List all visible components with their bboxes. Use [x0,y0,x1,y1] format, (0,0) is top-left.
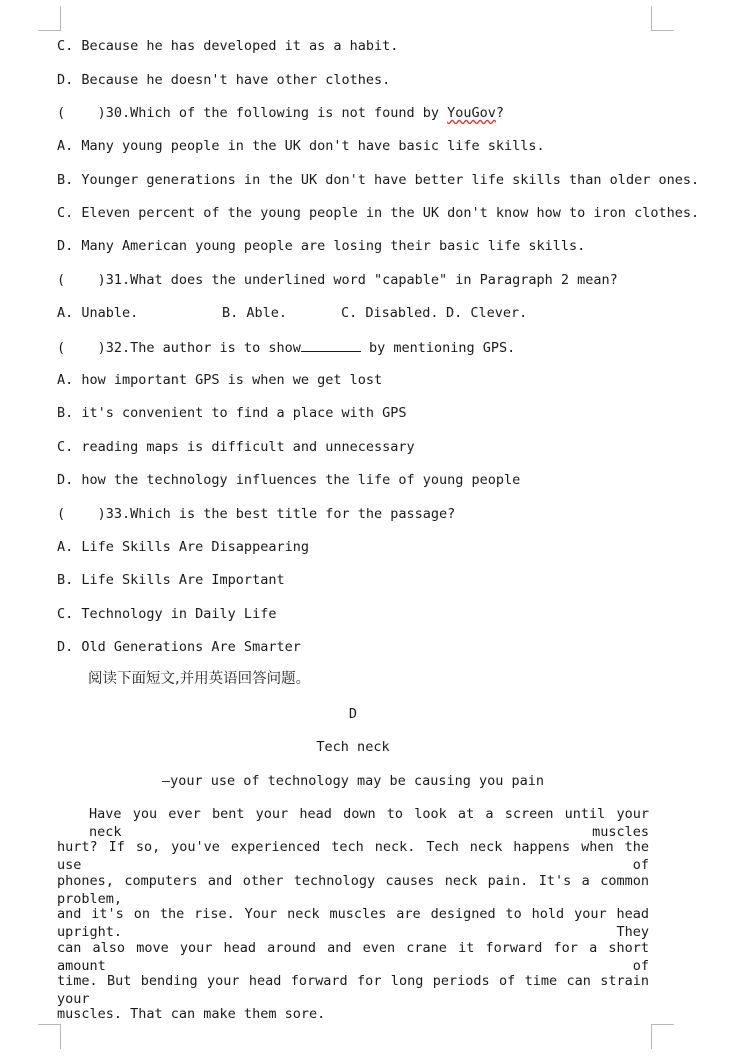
option-33-b: B. Life Skills Are Important [57,572,285,588]
option-32-b: B. it's convenient to find a place with GPS [57,405,407,421]
option-30-d: D. Many American young people are losing their basic life skills. [57,238,586,254]
page-corner-mark-top-right [651,6,674,31]
option-30-c: C. Eleven percent of the young people in the UK don't know how to iron clothes. [57,205,700,221]
question-30-stem [57,104,657,122]
question-30-prefix: ( )30.Which of the following is not found by [57,105,448,121]
option-33-d: D. Old Generations Are Smarter [57,639,301,655]
passage-line: and it's on the rise. Your neck muscles are designed to hold your head upright. They [57,906,649,940]
passage-line: phones, computers and other technology causes neck pain. It's a common problem, [57,873,649,907]
option-31-c: C. Disabled. [341,305,439,321]
option-31-d: D. Clever. [446,305,528,321]
option-33-a: A. Life Skills Are Disappearing [57,539,309,555]
passage-subtitle: —your use of technology may be causing you pain [161,773,544,789]
option-30-a: A. Many young people in the UK don't have basic life skills. [57,138,545,154]
question-32-suffix: by mentioning GPS. [360,340,516,356]
option-30-b: B. Younger generations in the UK don't have better life skills than older ones. [57,172,700,188]
answer-blank [301,338,361,352]
section-letter: D [348,706,358,722]
passage-title: Tech neck [316,739,390,755]
option-29-d: D. Because he doesn't have other clothes. [57,72,391,88]
yougov-name: YouGov [447,105,496,121]
option-29-c: C. Because he has developed it as a habit. [57,38,399,54]
passage-line: can also move your head around and even crane it forward for a short amount of [57,940,649,974]
question-30-suffix: ? [495,105,505,121]
page-corner-mark-bottom-right [651,1024,674,1049]
passage-line: time. But bending your head forward for long periods of time can strain your [57,973,649,1007]
question-31-stem: ( )31.What does the underlined word "capable" in Paragraph 2 mean? [57,272,618,288]
option-33-c: C. Technology in Daily Life [57,606,277,622]
page-corner-mark-top-left [38,6,61,31]
reading-instruction: 阅读下面短文,并用英语回答问题。 [88,671,311,687]
passage-line: muscles. That can make them sore. [57,1006,326,1022]
option-32-d: D. how the technology influences the life of young people [57,472,521,488]
passage-line: hurt? If so, you've experienced tech neck. Tech neck happens when the use of [57,839,649,873]
page-corner-mark-bottom-left [38,1024,61,1049]
question-33-stem: ( )33.Which is the best title for the passage? [57,506,456,522]
question-32-stem [57,338,657,357]
passage-line: Have you ever bent your head down to look at a screen until your neck muscles [89,806,649,840]
option-32-c: C. reading maps is difficult and unnecessary [57,439,415,455]
question-32-prefix: ( )32.The author is to show [57,340,301,356]
question-31-options [57,304,657,322]
option-31-a: A. Unable. [57,305,139,321]
option-31-b: B. Able. [222,305,288,321]
option-32-a: A. how important GPS is when we get lost [57,372,383,388]
